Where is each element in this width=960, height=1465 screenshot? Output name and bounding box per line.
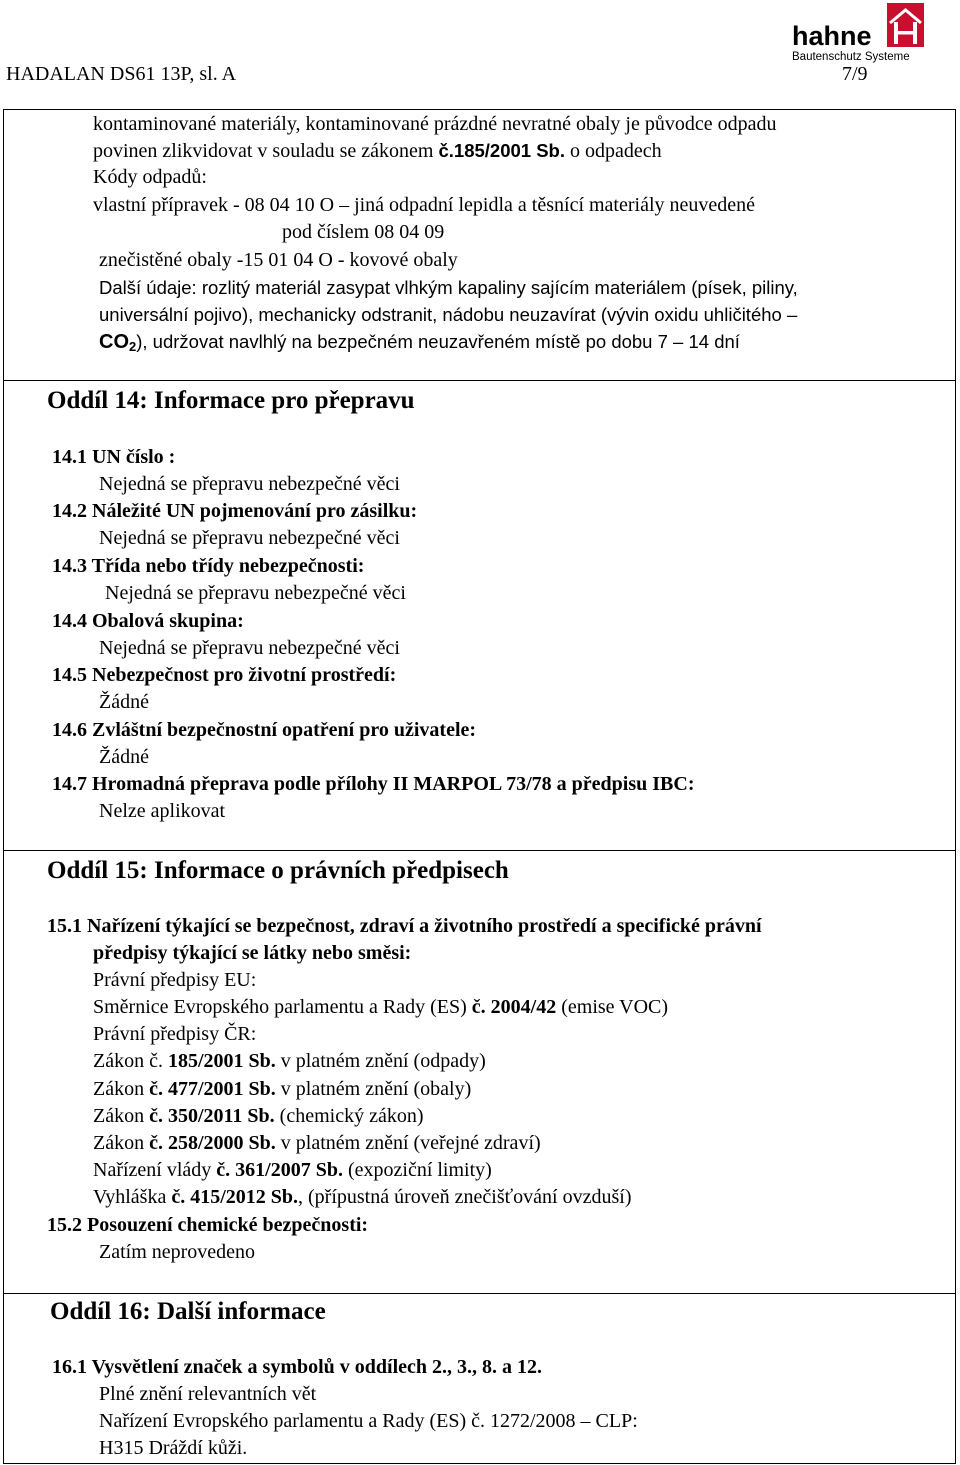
frame-top-border	[3, 109, 956, 110]
item-14-2-label: 14.2 Náležité UN pojmenování pro zásilku:	[52, 500, 418, 522]
cz-regulations-heading: Právní předpisy ČR:	[93, 1023, 257, 1045]
item-14-4-label: 14.4 Obalová skupina:	[52, 610, 244, 632]
law-reference: č.185/2001 Sb.	[438, 140, 565, 161]
text-line: universální pojivo), mechanicky odstranit, nádobu neuzavírat (vývin oxidu uhličitého –	[99, 304, 798, 325]
item-14-3-label: 14.3 Třída nebo třídy nebezpečnosti:	[52, 555, 365, 577]
item-14-5-label: 14.5 Nebezpečnost pro životní prostředí:	[52, 664, 397, 686]
item-14-1-value: Nejedná se přepravu nebezpečné věci	[99, 473, 400, 495]
item-14-7-label: 14.7 Hromadná přeprava podle přílohy II MARPOL 73/78 a předpisu IBC:	[52, 773, 695, 795]
law-line: Zákon č. 185/2001 Sb. v platném znění (odpady)	[93, 1050, 486, 1072]
text-line: pod číslem 08 04 09	[282, 221, 445, 243]
text-line: $CO_2$), udržovat navlhlý na bezpečném neuzavřeném místě po dobu 7 – 14 dní	[99, 331, 740, 354]
item-14-6-value: Žádné	[99, 746, 149, 768]
item-15-2-label: 15.2 Posouzení chemické bezpečnosti:	[47, 1214, 369, 1236]
eu-regulations-heading: Právní předpisy EU:	[93, 969, 257, 991]
page-number: 7/9	[842, 63, 868, 85]
section-16-heading: Oddíl 16: Další informace	[50, 1298, 326, 1325]
item-16-1-line: H315 Dráždí kůži.	[99, 1437, 248, 1459]
item-15-2-value: Zatím neprovedeno	[99, 1241, 256, 1263]
item-14-7-value: Nelze aplikovat	[99, 800, 226, 822]
text-line: kontaminované materiály, kontaminované prázdné nevratné obaly je původce odpadu	[93, 113, 777, 135]
section-divider	[3, 850, 956, 851]
item-14-6-label: 14.6 Zvláštní bezpečnostní opatření pro uživatele:	[52, 719, 477, 741]
frame-right-border	[955, 109, 956, 1463]
text-line: Další údaje: rozlitý materiál zasypat vlhkým kapaliny sajícím materiálem (písek, piliny,	[99, 277, 798, 298]
frame-bottom-border	[3, 1463, 956, 1464]
logo-house-icon	[887, 3, 924, 47]
item-14-1-label: 14.1 UN číslo :	[52, 446, 176, 468]
item-16-1-line: Nařízení Evropského parlamentu a Rady (ES) č. 1272/2008 – CLP:	[99, 1410, 638, 1432]
item-14-2-value: Nejedná se přepravu nebezpečné věci	[99, 527, 400, 549]
text-line: povinen zlikvidovat v souladu se zákonem č.185/2001 Sb. o odpadech	[93, 140, 662, 162]
frame-left-border	[3, 109, 4, 1463]
law-line: Nařízení vlády č. 361/2007 Sb. (expoziční limity)	[93, 1159, 492, 1181]
section-divider	[3, 380, 956, 381]
eu-directive: Směrnice Evropského parlamentu a Rady (ES) č. 2004/42 (emise VOC)	[93, 996, 669, 1018]
section-divider	[3, 1293, 956, 1294]
item-15-1-label: 15.1 Nařízení týkající se bezpečnost, zdraví a životního prostředí a specifické právní	[47, 915, 762, 937]
item-16-1-line: Plné znění relevantních vět	[99, 1383, 317, 1405]
item-14-4-value: Nejedná se přepravu nebezpečné věci	[99, 637, 400, 659]
logo-subtitle: Bautenschutz Systeme	[792, 51, 910, 63]
law-line: Zákon č. 258/2000 Sb. v platném znění (veřejné zdraví)	[93, 1132, 541, 1154]
logo-wordmark: hahne	[792, 21, 872, 51]
item-14-5-value: Žádné	[99, 691, 149, 713]
law-line: Zákon č. 477/2001 Sb. v platném znění (obaly)	[93, 1078, 472, 1100]
item-15-1-label-cont: předpisy týkající se látky nebo směsi:	[93, 942, 412, 964]
hahne-logo	[790, 2, 926, 64]
item-14-3-value: Nejedná se přepravu nebezpečné věci	[105, 582, 406, 604]
text-line: vlastní přípravek - 08 04 10 O – jiná odpadní lepidla a těsnící materiály neuvedené	[93, 194, 756, 216]
law-line: Zákon č. 350/2011 Sb. (chemický zákon)	[93, 1105, 424, 1127]
law-line: Vyhláška č. 415/2012 Sb., (přípustná úroveň znečišťování ovzduší)	[93, 1186, 632, 1208]
document-id: HADALAN DS61 13P, sl. A	[6, 63, 237, 85]
item-16-1-label: 16.1 Vysvětlení značek a symbolů v oddílech 2., 3., 8. a 12.	[52, 1356, 543, 1378]
section-14-heading: Oddíl 14: Informace pro přepravu	[47, 387, 415, 414]
section-15-heading: Oddíl 15: Informace o právních předpisech	[47, 857, 509, 884]
text-line: Kódy odpadů:	[93, 166, 207, 188]
text-line: znečistěné obaly -15 01 04 O - kovové obaly	[99, 249, 458, 271]
